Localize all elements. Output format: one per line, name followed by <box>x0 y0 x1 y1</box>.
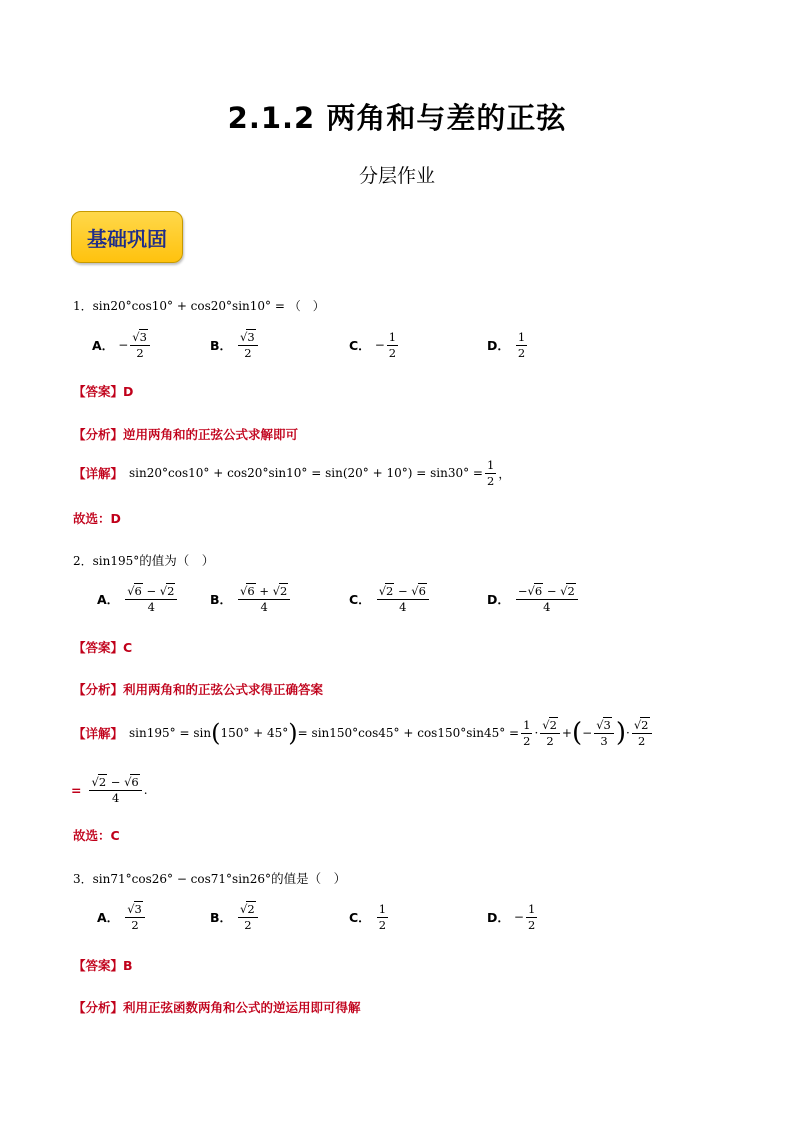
q2-option-b: B． $\frac{√6 + √2}{4}$ <box>210 584 292 614</box>
q3-answer: 【答案】B <box>73 958 133 973</box>
q2-analysis: 【分析】利用两角和的正弦公式求得正确答案 <box>73 682 324 697</box>
question-1-stem: 1．sin20°cos10° + cos20°sin10° = （ ） <box>73 299 325 313</box>
q2-detail-result: = $\frac{√2 - √6}{4}$ . <box>71 775 148 805</box>
page-title: 2.1.2 两角和与差的正弦 <box>227 101 567 135</box>
q1-option-b: B． $\frac{√3}{2}$ <box>210 330 260 360</box>
q1-answer: 【答案】D <box>73 384 134 399</box>
q3-analysis: 【分析】利用正弦函数两角和公式的逆运用即可得解 <box>73 1000 361 1015</box>
q1-option-c: C． − $\frac{1}{2}$ <box>349 330 397 360</box>
q3-option-d: D． − $\frac{1}{2}$ <box>487 902 536 932</box>
question-2-stem: 2．sin195°的值为（ ） <box>73 553 215 568</box>
q3-option-b: B． $\frac{√2}{2}$ <box>210 902 260 932</box>
q2-detail: 【详解】 sin195° = sin ( 150° + 45° ) = sin150°cos45° + cos150°sin45° = $\frac{1}{2}$ · $\frac{√2}{2}$ + ( − $\frac{√3}{3}$ ) · $\frac{√2}{2}$ <box>73 718 654 748</box>
q2-option-d: D． $\frac{-√6 - √2}{4}$ <box>487 584 580 614</box>
q1-option-a: A． − $\frac{√3}{2}$ <box>92 330 152 360</box>
section-badge: 基础巩固 <box>71 211 183 263</box>
q1-option-d: D． $\frac{1}{2}$ <box>487 330 526 360</box>
q2-option-c: C． $\frac{√2 - √6}{4}$ <box>349 584 431 614</box>
q1-analysis: 【分析】逆用两角和的正弦公式求解即可 <box>73 427 299 442</box>
q1-choice: 故选：D <box>73 511 121 526</box>
page-subtitle: 分层作业 <box>358 165 435 187</box>
q2-choice: 故选：C <box>73 828 120 843</box>
q2-option-a: A． $\frac{√6 - √2}{4}$ <box>97 584 179 614</box>
q2-answer: 【答案】C <box>73 640 133 655</box>
q3-option-a: A． $\frac{√3}{2}$ <box>97 902 147 932</box>
question-3-stem: 3．sin71°cos26° − cos71°sin26°的值是（ ） <box>73 871 347 886</box>
q1-detail: 【详解】 sin20°cos10° + cos20°sin10° = sin(20° + 10°) = sin30° = $\frac{1}{2}$ ， <box>73 458 511 488</box>
q3-option-c: C． $\frac{1}{2}$ <box>349 902 387 932</box>
